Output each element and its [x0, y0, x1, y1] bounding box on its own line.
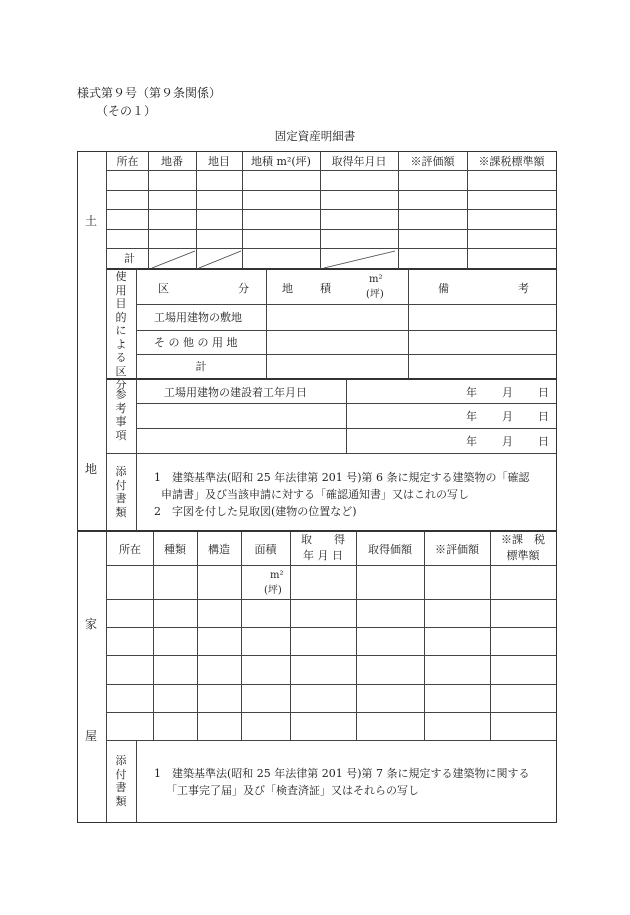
use-row-factory-site: 工場用建物の敷地: [154, 311, 242, 324]
use-head-unit: m²: [369, 274, 383, 285]
ref-month-1: 月: [502, 386, 513, 399]
building-label-bottom: 屋: [85, 729, 98, 743]
building-attachments-label: 添付書類: [115, 754, 127, 808]
ref-month-2: 月: [502, 410, 513, 423]
building-attachment-line-1: 1 建築基準法(昭和 25 年法律第 201 号)第 7 条に規定する建築物に関する: [154, 767, 530, 780]
land-total-diagonals: [148, 248, 320, 269]
land-col-tax-base: ※課税標準額: [478, 155, 545, 168]
land-col-land-category: 地目: [208, 155, 230, 168]
ref-month-3: 月: [502, 435, 513, 448]
ref-day-2: 日: [538, 410, 549, 423]
bldg-col-assessed: ※評価額: [435, 543, 479, 556]
land-col-lot-number: 地番: [161, 155, 183, 168]
bldg-col-acq-price: 取得価額: [368, 543, 412, 556]
use-head-category-a: 区: [158, 282, 169, 295]
building-attachment-line-2: 「工事完了届」及び「検査済証」又はそれらの写し: [166, 784, 419, 797]
land-attachment-line-2: 申請書」及び当該申請に対する「確認通知書」又はこれの写し: [161, 488, 469, 501]
use-head-unit-sub: (坪): [366, 289, 384, 300]
bldg-col-acq-date-b: 年 月 日: [303, 549, 343, 562]
land-attachment-line-1: 1 建築基準法(昭和 25 年法律第 201 号)第 6 条に規定する建築物の「確認: [154, 471, 530, 484]
use-head-remarks-b: 考: [518, 282, 529, 295]
land-total-label: 計: [124, 252, 135, 265]
use-total-label: 計: [195, 360, 207, 373]
land-total-diagonal-date: [320, 248, 398, 269]
bldg-area-unit-sub: (坪): [264, 585, 282, 596]
land-col-area: 地積 m²(坪): [251, 155, 311, 168]
land-label-bottom: 地: [85, 462, 98, 476]
land-attachment-line-3: 2 字図を付した見取図(建物の位置など): [154, 505, 357, 518]
ref-day-1: 日: [538, 386, 549, 399]
bldg-col-tax-base-a: ※課 税: [501, 533, 545, 546]
form-number: 様式第９号（第９条関係）: [77, 86, 222, 100]
detail-table: [77, 151, 557, 823]
use-head-remarks-a: 備: [438, 282, 449, 295]
use-row-other-land: そ の 他 の 用 地: [154, 336, 238, 349]
bldg-col-structure: 構造: [208, 543, 230, 556]
ref-year-1: 年: [466, 386, 477, 399]
form-sub-number: （その１）: [96, 104, 157, 118]
land-col-assessed: ※評価額: [410, 155, 455, 168]
page-title: 固定資産明細書: [274, 129, 356, 143]
construction-start-label: 工場用建物の建設着工年月日: [164, 386, 307, 399]
land-attachments-label: 添付書類: [115, 465, 127, 519]
bldg-col-tax-base-b: 標準額: [506, 549, 540, 562]
ref-day-3: 日: [538, 435, 549, 448]
use-head-category-b: 分: [238, 282, 249, 295]
land-label-top: 土: [85, 214, 98, 228]
bldg-area-unit: m²: [270, 570, 284, 581]
use-head-area-b: 積: [320, 282, 331, 295]
land-col-location: 所在: [116, 155, 139, 168]
category-divider: [106, 152, 107, 822]
reference-label: 参考事項: [115, 388, 127, 442]
bldg-col-location: 所在: [119, 543, 141, 556]
use-head-area-a: 地: [282, 282, 293, 295]
ref-year-2: 年: [466, 410, 477, 423]
bldg-col-type: 種類: [164, 543, 186, 556]
land-col-acq-date: 取得年月日: [331, 155, 387, 168]
bldg-col-area: 面積: [254, 543, 277, 556]
bldg-col-acq-date-a: 取 得: [301, 533, 345, 546]
building-label-top: 家: [85, 617, 98, 631]
use-category-label: 使用目的による区分: [115, 270, 127, 391]
ref-year-3: 年: [466, 435, 477, 448]
